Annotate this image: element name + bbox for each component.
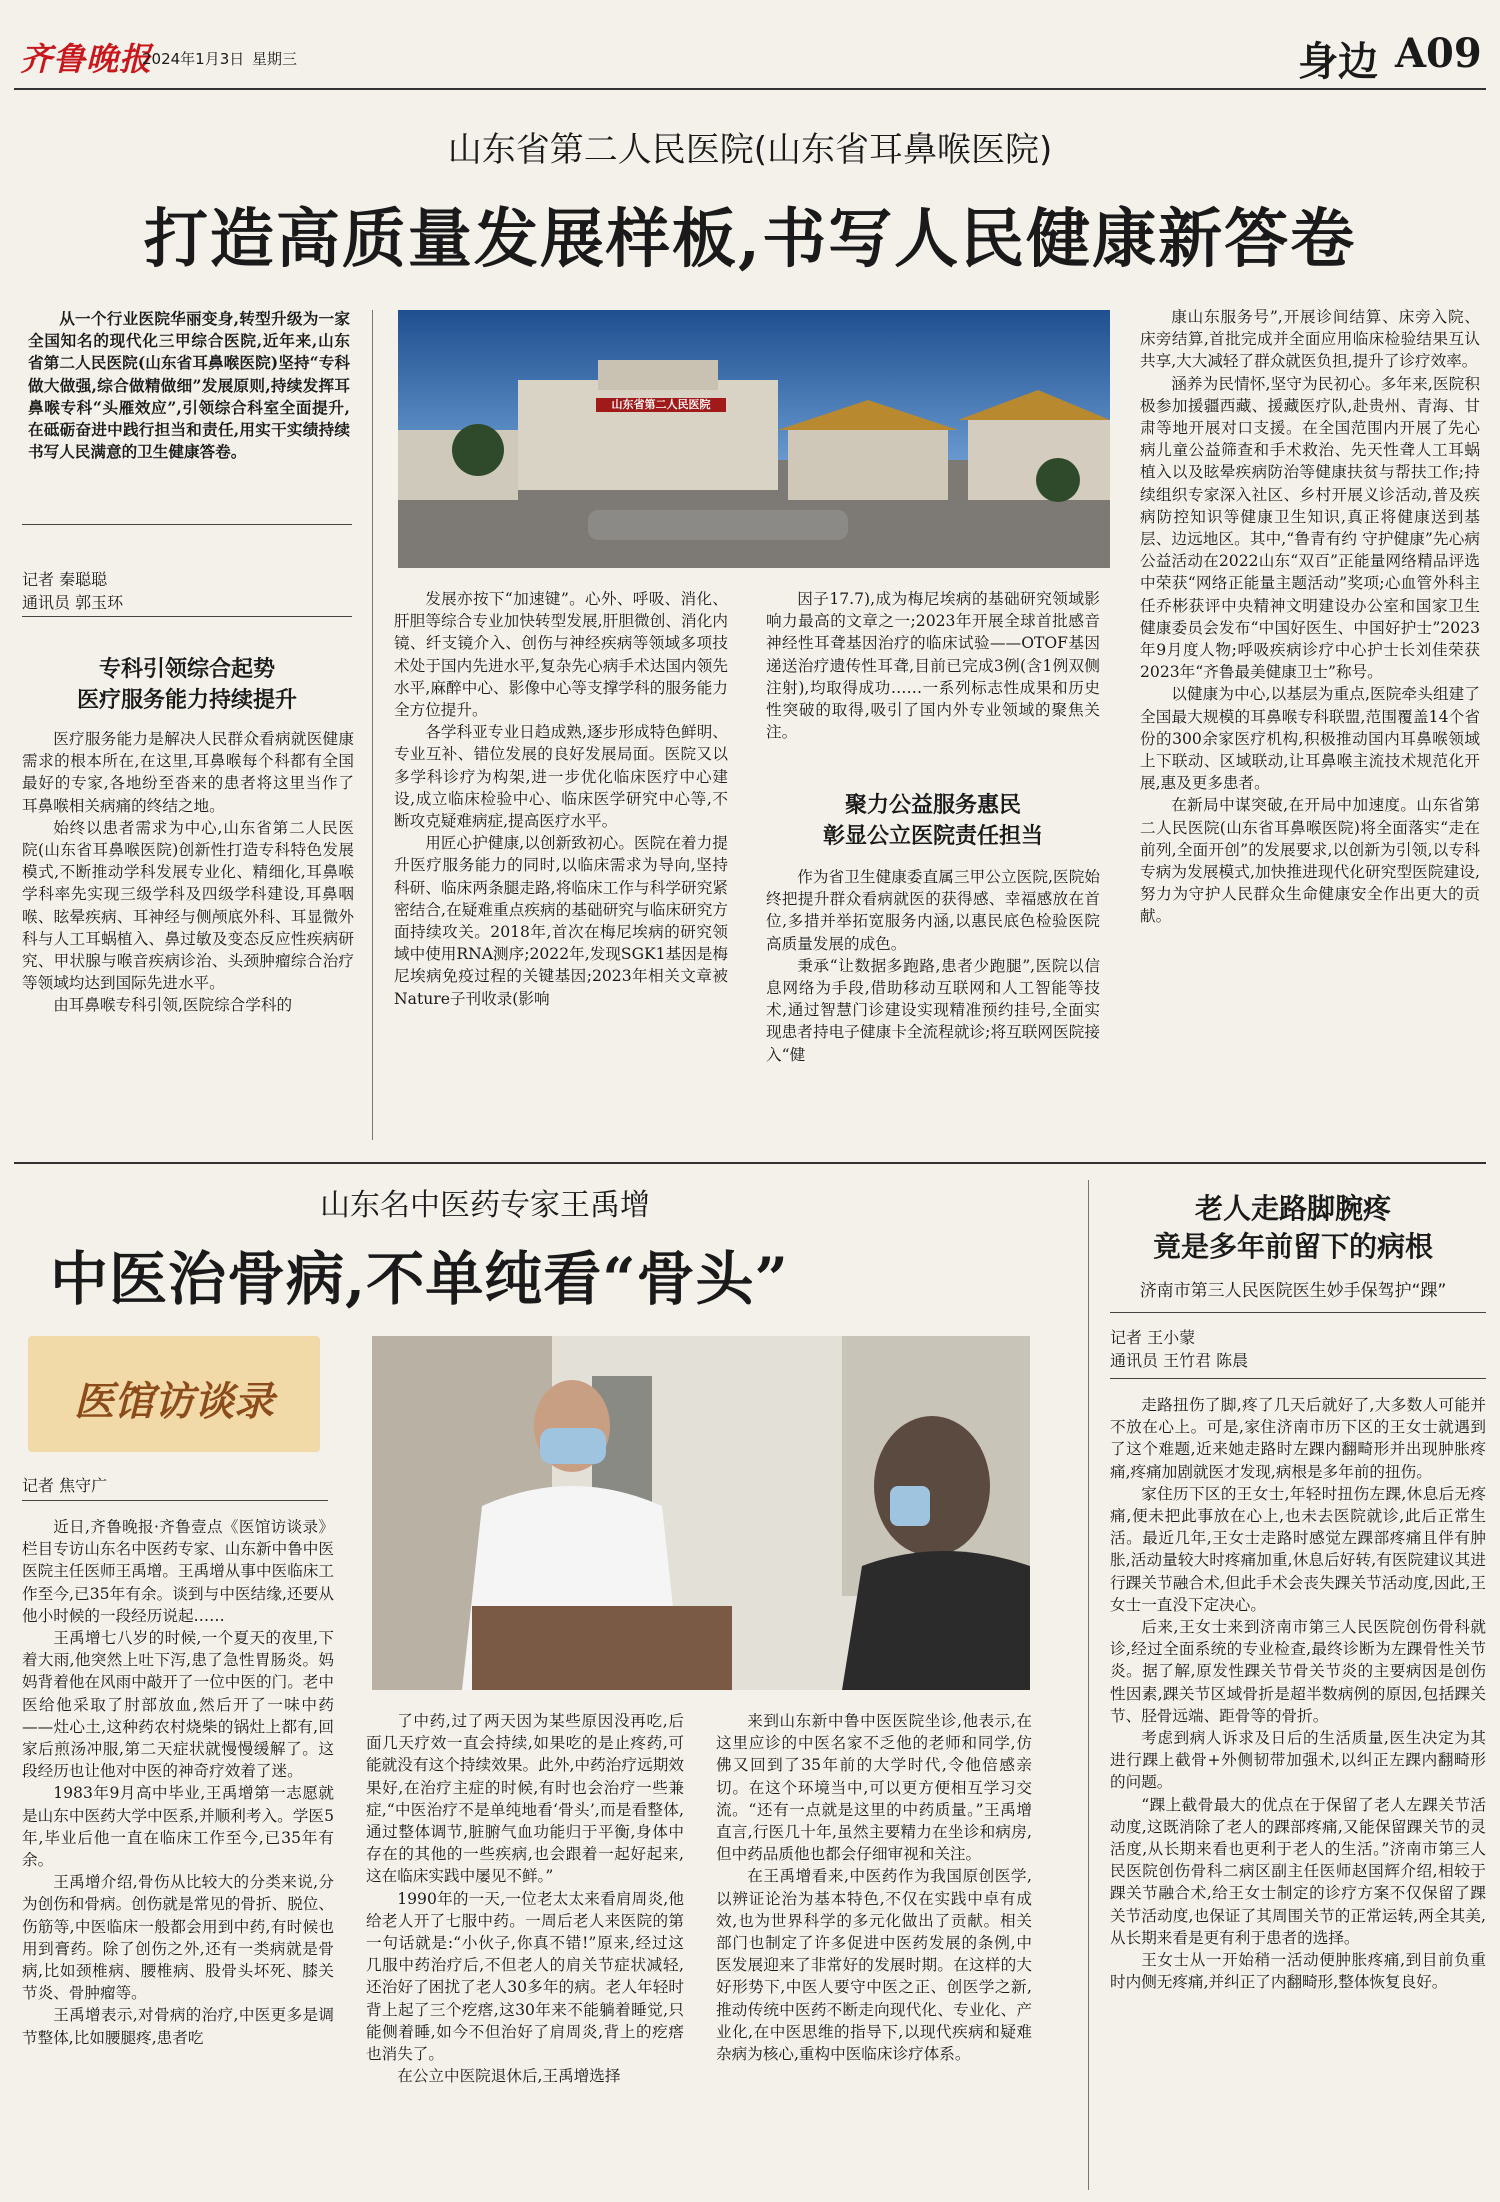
story1-lead <box>28 308 350 518</box>
story3-headline <box>1096 1190 1490 1266</box>
story2-col2 <box>366 1710 684 2188</box>
header-rule <box>14 88 1486 90</box>
page-header <box>0 0 1500 92</box>
story1-headline: 打造高质量发展样板,书写人民健康新答卷 <box>143 202 1357 277</box>
subhead-line: 医疗服务能力持续提升 <box>76 687 297 713</box>
story2-col1 <box>22 1516 334 2188</box>
story3-body <box>1110 1394 1486 2188</box>
byline-rule <box>22 616 352 617</box>
hospital-sign: 山东省第二人民医院 <box>611 398 711 411</box>
paragraph: 在王禹增看来,中医药作为我国原创医学,以辨证论治为基本特色,不仅在实践中卓有成效,也为世界科学的多元化做出了贡献。相关部门也制定了许多促进中医药发展的条例,中医发展迎来了非常好的发展时期。在这样的大好形势下,中医人要守中医之正、创医学之新,推动传统中医药不断走向现代化、专业化、产业化,在中医思维的指导下,以现代疾病和疑难杂病为核心,重构中医临床诊疗体系。 <box>716 1867 1032 2064</box>
paragraph: 后来,王女士来到济南市第三人民医院创伤骨科就诊,经过全面系统的专业检查,最终诊断为左踝骨性关节炎。据了解,原发性踝关节骨关节炎的主要病因是创伤性因素,踝关节区域骨折是超半数病例的原因,包括踝关节、胫骨远端、距骨等的骨折。 <box>1110 1618 1486 1725</box>
paragraph: 始终以患者需求为中心,山东省第二人民医院(山东省耳鼻喉医院)创新性打造专科特色发展模式,不断推动学科发展专业化、精细化,耳鼻喉学科率先实现三级学科及四级学科建设,耳鼻咽喉、眩晕疾病、耳神经与侧颅底外科、耳显微外科与人工耳蜗植入、鼻过敏及变态反应性疾病研究、甲状腺与喉音疾病诊治、头颈肿瘤综合治疗等领域均达到国际先进水平。 <box>22 818 354 993</box>
reporter-credit: 记者 王小蒙 <box>1110 1328 1196 1347</box>
story1-kicker: 山东省第二人民医院(山东省耳鼻喉医院) <box>447 130 1053 170</box>
paragraph: 1983年9月高中毕业,王禹增第一志愿就是山东中医药大学中医系,并顺利考入。学医5年,毕业后他一直在临床工作至今,已35年有余。 <box>22 1784 334 1870</box>
masthead-logo: 齐鲁晚报 <box>20 40 153 78</box>
paragraph: 因子17.7),成为梅尼埃病的基础研究领域影响力最高的文章之一;2023年开展全球首批感音神经性耳聋基因治疗的临床试验——OTOF基因递送治疗遗传性耳聋,目前已完成3例(含1例双侧注射),均取得成功……一系列标志性成果和历史性突破的取得,吸引了国内外专业领域的聚焦关注。 <box>766 590 1100 742</box>
deck-rule <box>1110 1312 1486 1313</box>
paragraph: 涵养为民情怀,坚守为民初心。多年来,医院积极参加援疆西藏、援藏医疗队,赴贵州、青海、甘肃等地开展对口支援。在全国范围内开展了先心病儿童公益筛查和手术救治、先天性聋人工耳蜗植入以及眩晕疾病防治等健康扶贫与帮扶工作;持续组织专家深入社区、乡村开展义诊活动,普及疾病防控知识等健康卫生知识,真正将健康送到基层、边远地区。其中,“鲁青有约 守护健康”先心病公益活动在2022山东“双百”正能量网络精品评选中荣获“网络正能量主题活动”奖项;心血管外科主任乔彬获评中央精神文明建设办公室和国家卫生健康委员会发布“中国好医生、中国好护士”2023年9月度人物;呼吸疾病诊疗中心护士长刘佳荣获2023年“齐鲁最美健康卫士”称号。 <box>1140 374 1480 682</box>
paragraph: 王女士从一开始稍一活动便肿胀疼痛,到目前负重时内侧无疼痛,并纠正了内翻畸形,整体恢复良好。 <box>1110 1951 1486 1992</box>
paragraph: 发展亦按下“加速键”。心外、呼吸、消化、肝胆等综合专业加快转型发展,肝胆微创、消化内镜、纤支镜介入、创伤与神经疾病等领域多项技术处于国内先进水平,复杂先心病手术达国内领先水平,麻醉中心、影像中心等支撑学科的服务能力全方位提升。 <box>394 590 728 720</box>
doctor-photo <box>372 1336 1030 1690</box>
issue-weekday: 星期三 <box>252 50 298 68</box>
story1-subhead-2 <box>766 790 1100 852</box>
story1-subhead-1 <box>22 654 352 716</box>
paragraph: 走路扭伤了脚,疼了几天后就好了,大多数人可能并不放在心上。可是,家住济南市历下区的王女士就遇到了这个难题,近来她走路时左踝内翻畸形并出现肿胀疼痛,疼痛加剧就医才发现,病根是多年前的扭伤。 <box>1110 1396 1486 1481</box>
paragraph: 考虑到病人诉求及日后的生活质量,医生决定为其进行踝上截骨+外侧韧带加强术,以纠正左踝内翻畸形的问题。 <box>1110 1729 1486 1792</box>
story3-deck: 济南市第三人民医院医生妙手保驾护“踝” <box>1139 1281 1447 1301</box>
paragraph: 医疗服务能力是解决人民群众看病就医健康需求的根本所在,在这里,耳鼻喉每个科都有全国最好的专家,各地纷至沓来的患者将这里当作了耳鼻喉相关病痛的终结之地。 <box>22 730 354 815</box>
paragraph: 康山东服务号”,开展诊间结算、床旁入院、床旁结算,首批完成并全面应用临床检验结果互认共享,大大减轻了群众就医负担,提升了诊疗效率。 <box>1140 308 1480 371</box>
story1-col3b <box>766 866 1100 1144</box>
subhead-line: 聚力公益服务惠民 <box>844 792 1021 818</box>
story2-col3 <box>716 1710 1032 2188</box>
column-logo <box>28 1336 320 1452</box>
paragraph: 来到山东新中鲁中医医院坐诊,他表示,在这里应诊的中医名家不乏他的老师和同学,仿佛又回到了35年前的大学时代,令他倍感亲切。在这个环境当中,可以更方便相互学习交流。“还有一点就是这里的中药质量。”王禹增直言,行医几十年,虽然主要精力在坐诊和病房,但中药品质他也都会仔细审视和关注。 <box>716 1712 1032 1864</box>
issue-date: 2024年1月3日 <box>142 50 245 68</box>
paragraph: “踝上截骨最大的优点在于保留了老人左踝关节活动度,这既消除了老人的踝部疼痛,又能保留踝关节的灵活度,从长期来看也更利于老人的生活。”济南市第三人民医院创伤骨科二病区副主任医师赵国辉介绍,相较于踝关节融合术,给王女士制定的诊疗方案不仅保留了踝关节活动度,也保证了其周围关节的正常运转,两全其美,从长期来看是更有利于患者的选择。 <box>1110 1795 1486 1947</box>
paragraph: 在新局中谋突破,在开局中加速度。山东省第二人民医院(山东省耳鼻喉医院)将全面落实“走在前列,全面开创”的发展要求,以创新为引领,以专科专病为发展模式,加快推进现代化研究型医院建设,努力为守护人民群众生命健康安全作出更大的贡献。 <box>1140 796 1480 926</box>
paragraph: 秉承“让数据多跑路,患者少跑腿”,医院以信息网络为手段,借助移动互联网和人工智能等技术,通过智慧门诊建设实现精准预约挂号,全面实现患者持电子健康卡全流程就诊;将互联网医院接入“健 <box>766 956 1100 1064</box>
paragraph: 王禹增表示,对骨病的治疗,中医更多是调节整体,比如腰腿疼,患者吃 <box>22 2006 334 2047</box>
column-logo-text: 医馆访谈录 <box>74 1378 274 1425</box>
paragraph: 了中药,过了两天因为某些原因没再吃,后面几天疗效一直会持续,如果吃的是止疼药,可能就没有这个持续效果。此外,中药治疗远期效果好,在治疗主症的时候,有时也会治疗一些兼症,“中医治疗不是单纯地看‘骨头’,而是看整体,通过整体调节,脏腑气血功能归于平衡,身体中存在的其他的一些疾病,也会跟着一起好起来,这在临床实践中屡见不鲜。” <box>366 1712 684 1886</box>
subhead-line: 彰显公立医院责任担当 <box>822 823 1043 849</box>
story1-byline <box>22 568 352 614</box>
byline-rule <box>1110 1378 1486 1379</box>
story2-headline: 中医治骨病,不单纯看“骨头” <box>50 1245 789 1313</box>
correspondent-credit: 通讯员 郭玉环 <box>22 593 124 612</box>
column-divider <box>372 310 373 1140</box>
story2-kicker: 山东名中医药专家王禹增 <box>320 1188 650 1223</box>
story1-col1 <box>22 728 354 1146</box>
byline-rule <box>22 1500 328 1501</box>
reporter-credit: 记者 秦聪聪 <box>22 570 108 589</box>
hospital-photo <box>398 310 1110 568</box>
paragraph: 在公立中医院退休后,王禹增选择 <box>397 2067 621 2086</box>
headline-line: 竟是多年前留下的病根 <box>1152 1230 1433 1263</box>
story2-byline: 记者 焦守广 <box>22 1476 108 1495</box>
story1-col4 <box>1140 306 1480 1146</box>
headline-line: 老人走路脚腕疼 <box>1194 1192 1391 1225</box>
paragraph: 王禹增介绍,骨伤从比较大的分类来说,分为创伤和骨病。创伤就是常见的骨折、脱位、伤筋等,中医临床一般都会用到中药,有时候也用到膏药。除了创伤之外,还有一类病就是骨病,比如颈椎病、腰椎病、股骨头坏死、膝关节炎、骨肿瘤等。 <box>22 1873 334 2003</box>
paragraph: 用匠心护健康,以创新致初心。医院在着力提升医疗服务能力的同时,以临床需求为导向,坚持科研、临床两条腿走路,将临床工作与科学研究紧密结合,在疑难重点疾病的基础研究与临床研究方面持续攻关。2018年,首次在梅尼埃病的研究领域中使用RNA测序;2022年,发现SGK1基因是梅尼埃病免疫过程的关键基因;2023年相关文章被Nature子刊收录(影响 <box>394 834 728 1008</box>
section-name: 身边 <box>1298 38 1378 85</box>
story-divider <box>14 1162 1486 1164</box>
paragraph: 家住历下区的王女士,年轻时扭伤左踝,休息后无疼痛,便未把此事放在心上,也未去医院就诊,此后正常生活。最近几年,王女士走路时感觉左踝部疼痛且伴有肿胀,活动量较大时疼痛加重,休息后好转,有医院建议其进行踝关节融合术,但此手术会丧失踝关节活动度,因此,王女士一直没下定决心。 <box>1110 1484 1486 1614</box>
paragraph: 作为省卫生健康委直属三甲公立医院,医院始终把提升群众看病就医的获得感、幸福感放在首位,多措并举拓宽服务内涵,以惠民底色检验医院高质量发展的成色。 <box>766 868 1100 953</box>
correspondent-credit: 通讯员 王竹君 陈晨 <box>1110 1351 1249 1370</box>
story1-col2 <box>394 588 728 1144</box>
paragraph: 1990年的一天,一位老太太来看肩周炎,他给老人开了七服中药。一周后老人来医院的第一句话就是:“小伙子,你真不错!”原来,经过这几服中药治疗后,不但老人的肩关节症状减轻,还治好了困扰了老人30多年的病。老人年轻时背上起了三个疙瘩,这30年来不能躺着睡觉,只能侧着睡,如今不但治好了肩周炎,背上的疙瘩也消失了。 <box>366 1889 684 2064</box>
paragraph: 近日,齐鲁晚报·齐鲁壹点《医馆访谈录》栏目专访山东名中医药专家、山东新中鲁中医医院主任医师王禹增。王禹增从事中医临床工作至今,已35年有余。谈到与中医结缘,还要从他小时候的一段经历说起…… <box>22 1518 334 1625</box>
subhead-line: 专科引领综合起势 <box>98 656 275 682</box>
column-divider <box>1088 1180 1089 2190</box>
story1-col3 <box>766 588 1100 780</box>
paragraph: 王禹增七八岁的时候,一个夏天的夜里,下着大雨,他突然上吐下泻,患了急性胃肠炎。妈妈背着他在风雨中敲开了一位中医的门。老中医给他采取了肘部放血,然后开了一味中药——灶心土,这种药农村烧柴的锅灶上都有,回家后煎汤冲服,第二天症状就慢慢缓解了。这段经历也让他对中医的神奇疗效着了迷。 <box>22 1629 334 1781</box>
paragraph: 由耳鼻喉专科引领,医院综合学科的 <box>53 996 293 1015</box>
lead-rule <box>22 524 352 525</box>
lead-paragraph: 从一个行业医院华丽变身,转型升级为一家全国知名的现代化三甲综合医院,近年来,山东省第二人民医院(山东省耳鼻喉医院)坚持“专科做大做强,综合做精做细”发展原则,持续发挥耳鼻喉专科“头雁效应”,引领综合科室全面提升,在砥砺奋进中践行担当和责任,用实干实绩持续书写人民满意的卫生健康答卷。 <box>28 309 350 462</box>
story3-byline <box>1110 1326 1486 1372</box>
paragraph: 各学科亚专业日趋成熟,逐步形成特色鲜明、专业互补、错位发展的良好发展局面。医院又以多学科诊疗为构架,进一步优化临床医疗中心建设,成立临床检验中心、临床医学研究中心等,不断攻克疑难病症,提高医疗水平。 <box>394 723 728 831</box>
page-number: A09 <box>1395 30 1482 77</box>
paragraph: 以健康为中心,以基层为重点,医院牵头组建了全国最大规模的耳鼻喉专科联盟,范围覆盖14个省份的300余家医疗机构,积极推动国内耳鼻喉领域上下联动、区域联动,让耳鼻喉主流技术规范化开展,惠及更多患者。 <box>1140 685 1480 793</box>
